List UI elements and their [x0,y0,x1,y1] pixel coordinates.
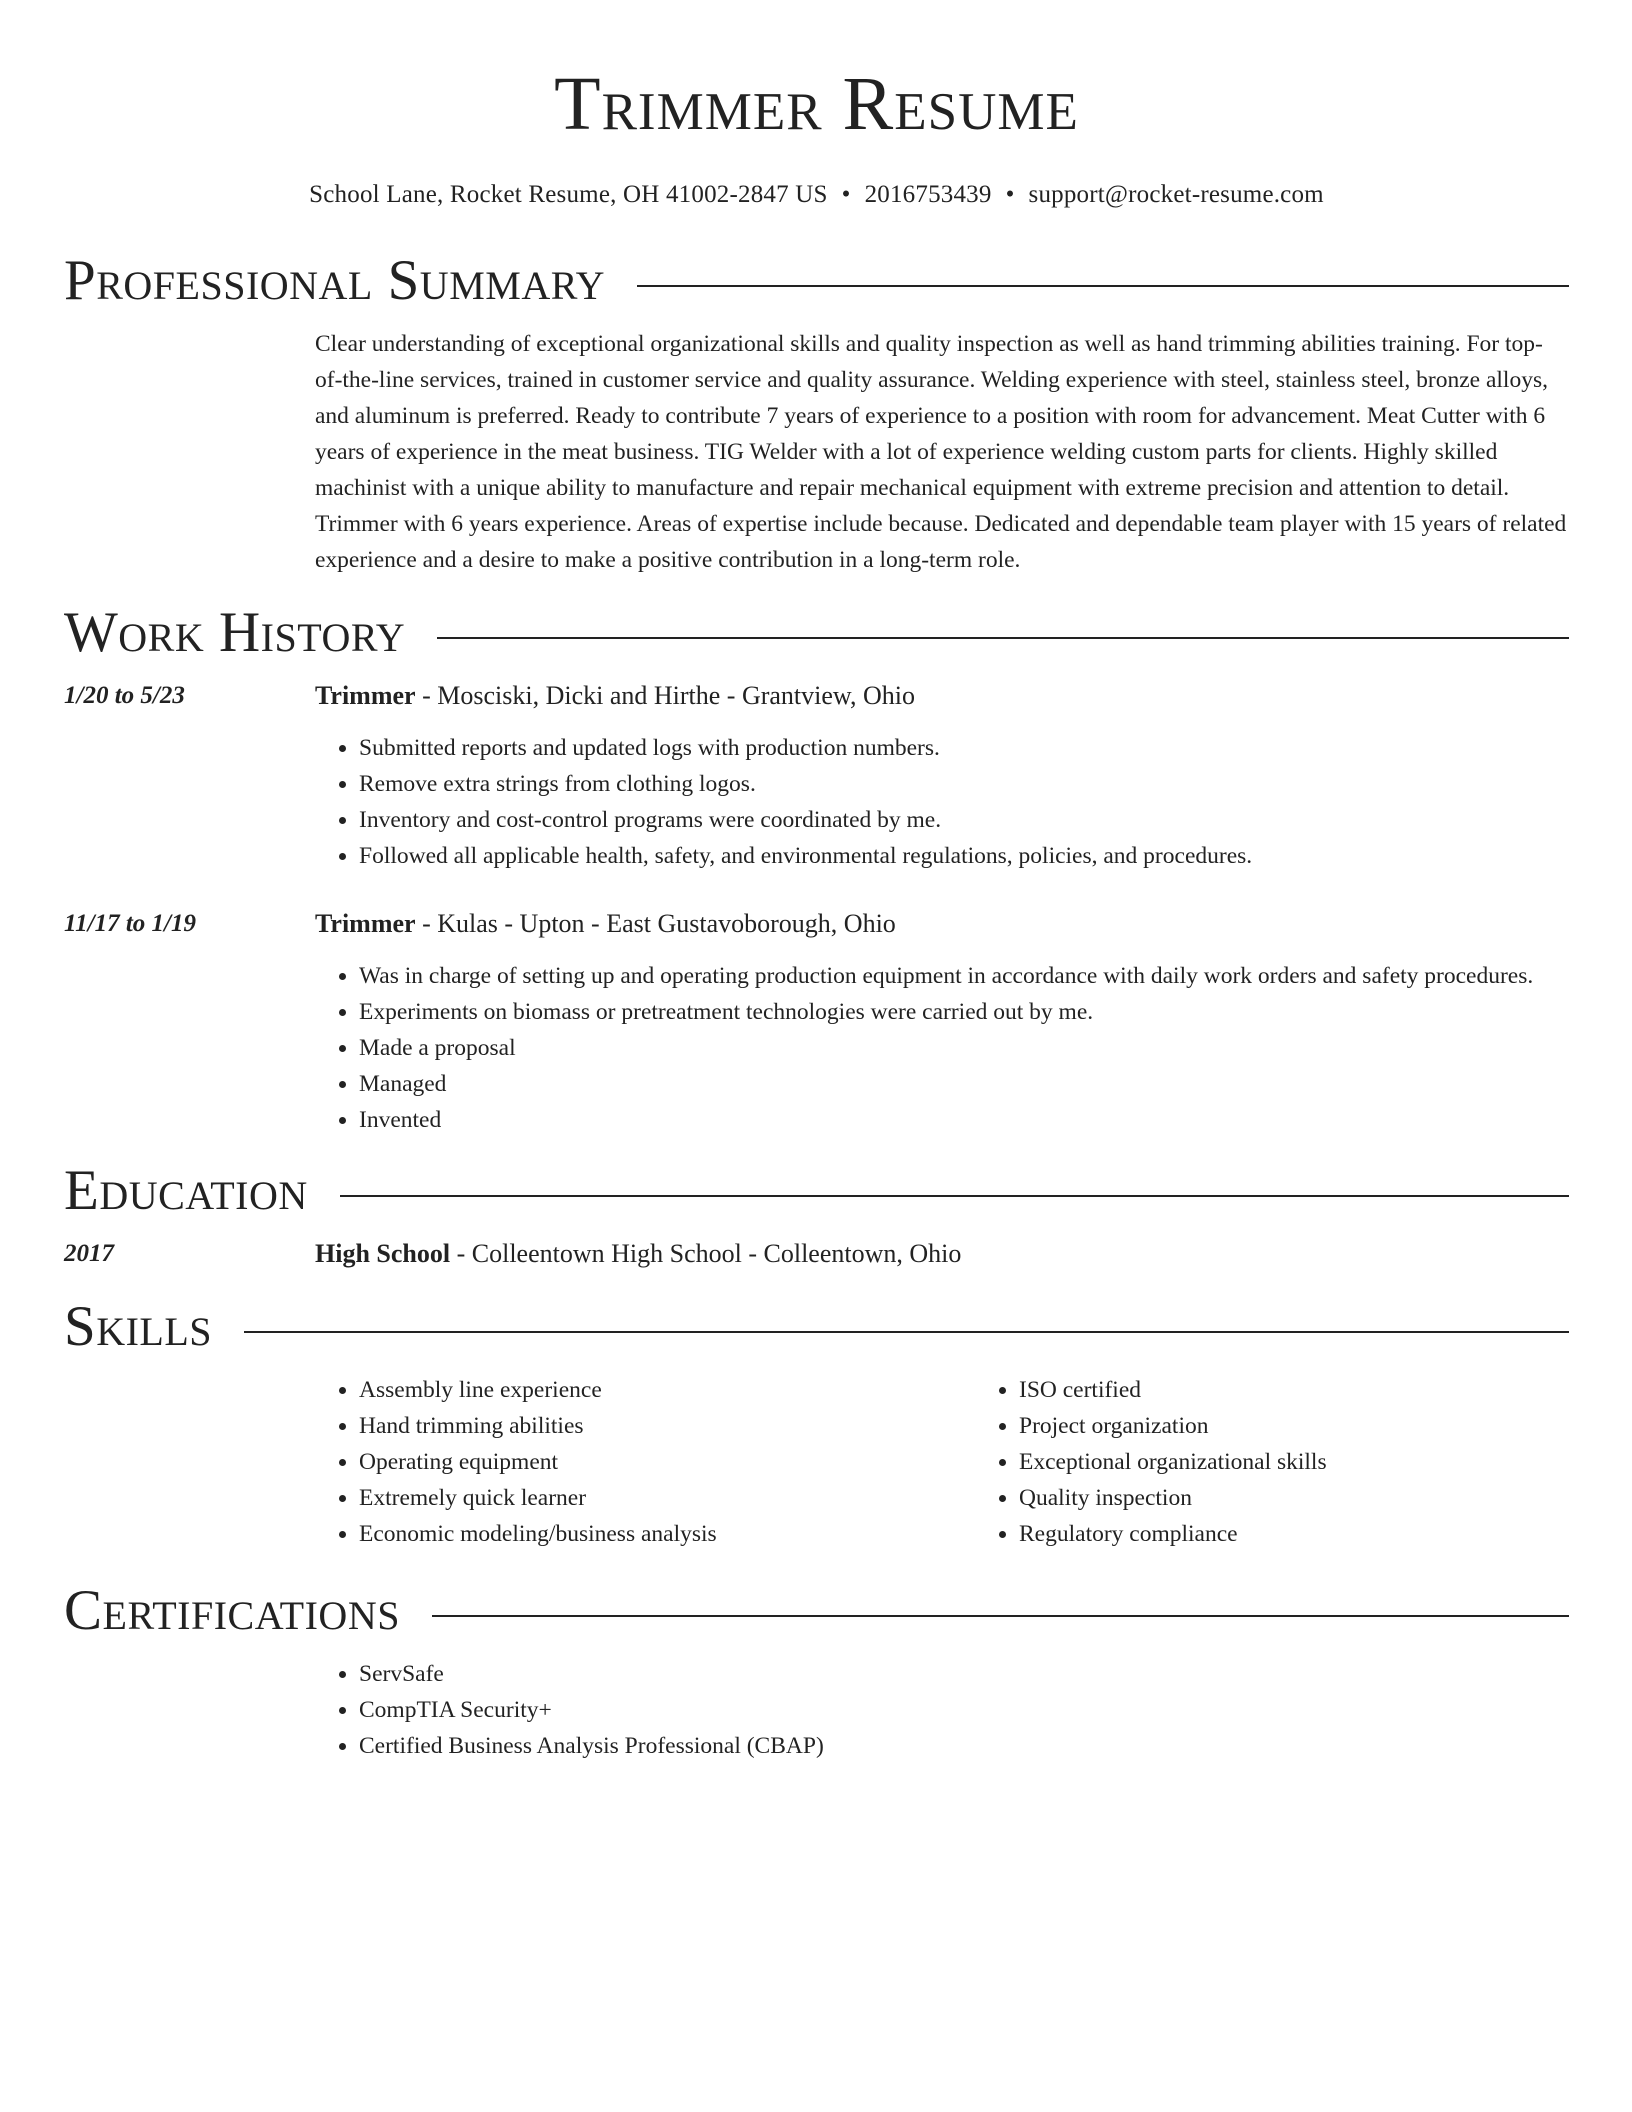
job-body [315,678,1569,874]
skills-list-right [975,1372,1632,1552]
education-year: 2017 [64,1240,114,1267]
contact-line [64,178,1569,212]
list-item: • ServSafe [359,1656,1569,1692]
skills-grid [315,1372,1632,1552]
work-heading: Work History [64,601,406,664]
list-item: • Was in charge of setting up and operating production equipment in accordance with daily work orders and safety procedures. [359,958,1569,994]
list-item: • CompTIA Security+ [359,1692,1569,1728]
skills-heading: Skills [64,1295,213,1358]
education-degree: High School [315,1239,451,1268]
list-item: • Assembly line experience [359,1372,975,1408]
list-item: • ISO certified [1019,1372,1632,1408]
summary-left-spacer [64,312,315,578]
job-bullets [315,958,1569,1138]
job-title-line [315,906,1569,942]
contact-phone: 2016753439 [864,181,992,208]
certifications-heading: Certifications [64,1579,400,1642]
list-item: • Extremely quick learner [359,1480,975,1516]
list-item: • Economic modeling/business analysis [359,1516,975,1552]
job-title-line [315,678,1569,714]
list-item: • Managed [359,1066,1569,1102]
list-item: • Made a proposal [359,1030,1569,1066]
section-divider [340,1195,1569,1197]
list-item: • Remove extra strings from clothing logos. [359,766,1569,802]
list-item: • Submitted reports and updated logs with production numbers. [359,730,1569,766]
job-role: Trimmer [315,681,416,710]
job-employer: - Kulas - Upton - East Gustavoborough, Ohio [415,909,896,938]
certifications-section-header [64,1580,1569,1642]
job-entry [64,678,1569,874]
section-divider [432,1615,1569,1617]
list-item: • Operating equipment [359,1444,975,1480]
summary-text: Clear understanding of exceptional organizational skills and quality inspection as well as hand trimming abilities training. For top-of-the-line services, trained in customer service and quality assurance. Welding experience with steel, stainless steel, bronze alloys, and aluminum is preferred. Ready to contribute 7 years of experience to a position with room for advancement. Meat Cutter with 6 years of experience in the meat business. TIG Welder with a lot of experience welding custom parts for clients. Highly skilled machinist with a unique ability to manufacture and repair mechanical equipment with extreme precision and attention to detail. Trimmer with 6 years experience. Areas of expertise include because. Dedicated and dependable team player with 15 years of related experience and a desire to make a positive contribution in a long-term role. [315,331,1567,573]
skills-section-header [64,1296,1569,1358]
resume-page [64,0,1569,1764]
resume-title: Trimmer Resume [554,62,1079,146]
list-item: • Experiments on biomass or pretreatment technologies were carried out by me. [359,994,1569,1030]
list-item: • Project organization [1019,1408,1632,1444]
education-school: - Colleentown High School - Colleentown, Ohio [450,1239,962,1268]
section-divider [437,637,1569,639]
list-item: • Quality inspection [1019,1480,1632,1516]
skills-left-spacer [64,1358,315,1552]
summary-heading: Professional Summary [64,249,606,312]
job-employer: - Mosciski, Dicki and Hirthe - Grantview, Ohio [415,681,916,710]
education-section-header [64,1160,1569,1222]
list-item: • Hand trimming abilities [359,1408,975,1444]
job-dates: 11/17 to 1/19 [64,910,196,937]
job-body [315,906,1569,1138]
job-bullets [315,730,1569,874]
summary-row [64,312,1569,578]
job-entry [64,906,1569,1138]
certifications-list [315,1656,1569,1764]
education-heading: Education [64,1159,308,1222]
contact-separator: • [1005,181,1015,208]
skills-row [64,1358,1569,1552]
summary-section-header [64,250,1569,312]
list-item: • Inventory and cost-control programs were coordinated by me. [359,802,1569,838]
certifications-body [315,1642,1569,1764]
education-line [315,1236,1569,1272]
list-item: • Followed all applicable health, safety, and environmental regulations, policies, and procedures. [359,838,1569,874]
education-entry [64,1236,1569,1272]
contact-email: support@rocket-resume.com [1028,181,1324,208]
certifications-row [64,1642,1569,1764]
contact-separator: • [841,181,851,208]
list-item: • Regulatory compliance [1019,1516,1632,1552]
contact-address: School Lane, Rocket Resume, OH 41002-2847 US [309,181,828,208]
list-item: • Exceptional organizational skills [1019,1444,1632,1480]
job-dates: 1/20 to 5/23 [64,682,185,709]
section-divider [637,285,1569,287]
list-item: • Invented [359,1102,1569,1138]
list-item: • Certified Business Analysis Professional (CBAP) [359,1728,1569,1764]
certifications-left-spacer [64,1642,315,1764]
work-section-header [64,602,1569,664]
skills-list-left [315,1372,975,1552]
job-role: Trimmer [315,909,416,938]
section-divider [244,1331,1569,1333]
